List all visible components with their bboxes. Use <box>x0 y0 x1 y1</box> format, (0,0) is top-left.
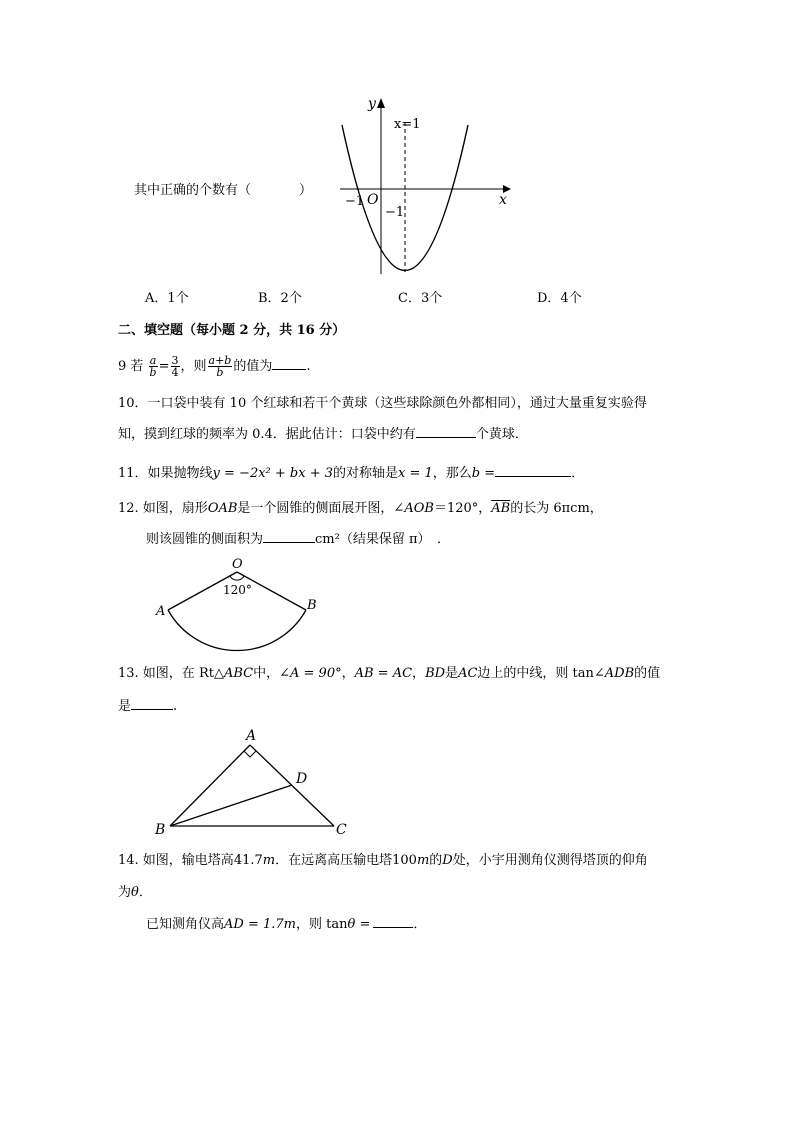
q14-theta: θ <box>131 885 139 900</box>
sector-label-a: A <box>156 604 166 619</box>
q10-line1: 10．一口袋中装有 10 个红球和若干个黄球（这些球除颜色外都相同），通过大量重复实验得 <box>118 396 647 411</box>
q10-line2 <box>118 425 528 444</box>
q9-answer-blank[interactable] <box>272 357 306 370</box>
q11-answer-blank[interactable] <box>495 464 571 477</box>
q8-prompt-text: 其中正确的个数有（ <box>134 183 252 198</box>
q13-line2-text: 是 <box>118 699 132 714</box>
q8-option-c: C．3个 <box>398 291 443 306</box>
q11-end: ． <box>571 466 585 481</box>
q9-end: . <box>306 359 311 374</box>
q12-aob: AOB <box>404 501 434 516</box>
question-11 <box>118 464 584 483</box>
triangle-label-d: D <box>296 771 308 787</box>
neg1-x-label: −1 <box>345 194 365 209</box>
q14-unit-1: m <box>262 853 276 868</box>
q8-option-d: D．4个 <box>537 291 582 306</box>
q14-line2 <box>118 884 152 902</box>
q12-arc-ab: $\overline{AB}$ <box>491 501 511 516</box>
q10-answer-blank[interactable] <box>416 425 476 438</box>
q9-frac-apb <box>208 355 233 378</box>
triangle-label-b: B <box>155 822 166 838</box>
section-title: 二、填空题（每小题 2 分，共 16 分） <box>118 323 346 338</box>
q8-option-a: A．1个 <box>145 291 189 306</box>
triangle-median-bd <box>170 785 292 826</box>
q12-line1 <box>118 500 603 518</box>
q9-mid: ，则 <box>180 359 207 374</box>
q14-line1d: 处，小宇用测角仪测得塔顶的仰角 <box>452 853 648 868</box>
triangle-label-a: A <box>246 728 257 744</box>
q10-line2b: 个黄球． <box>475 427 528 442</box>
q12-line2b: cm²（结果保留 π） ． <box>315 532 451 547</box>
q13-abc: ABC <box>223 666 254 681</box>
q13-ac: AC <box>458 666 478 681</box>
q13-angle: A = 90° <box>290 666 342 681</box>
q11-b: 的对称轴是 <box>333 466 399 481</box>
q9-tail: 的值为 <box>233 359 273 374</box>
q11-expr: y = −2x² + bx + 3 <box>212 466 333 481</box>
q8-prompt <box>134 182 312 200</box>
q14-ad: AD = 1.7m <box>224 917 296 932</box>
q11-c: ，那么 <box>432 466 472 481</box>
q13-adb: ADB <box>604 666 635 681</box>
parabola-graph <box>320 92 540 282</box>
q9-frac-ab <box>149 355 158 378</box>
q13-b: 中，∠ <box>253 666 290 681</box>
y-axis-label: y <box>368 96 376 112</box>
question-9 <box>118 350 311 384</box>
q9-a: a <box>149 354 157 367</box>
q9-num: 9 若 <box>118 359 144 374</box>
q13-line1 <box>118 665 660 683</box>
q14-end: ． <box>413 917 427 932</box>
q12-line1b: 是一个圆锥的侧面展开图，∠ <box>237 501 405 516</box>
q14-line3 <box>146 915 426 934</box>
q14-distance: 100 <box>392 853 417 868</box>
q8-option-b: B．2个 <box>258 291 302 306</box>
sector-arc <box>168 610 306 651</box>
q14-line1b: ．在远离高压输电塔 <box>275 853 393 868</box>
triangle-figure <box>150 725 350 840</box>
symmetry-axis-label: x=1 <box>394 117 421 132</box>
q14-theta-2: θ <box>347 917 356 932</box>
origin-label: O <box>367 192 379 208</box>
q13-d: ， <box>412 666 426 681</box>
q12-answer-blank[interactable] <box>263 530 315 543</box>
q11-cond: x = 1 <box>398 466 433 481</box>
neg1-y-label: −1 <box>385 205 405 220</box>
q14-unit-2: m <box>416 853 430 868</box>
y-axis-arrow <box>377 98 385 108</box>
q11-a: 11．如果抛物线 <box>118 466 213 481</box>
q9-n3: 3 <box>171 354 179 367</box>
q13-e: 是 <box>445 666 459 681</box>
q13-a: 13. 如图，在 Rt△ <box>118 666 224 681</box>
sector-figure <box>150 555 320 655</box>
q8-prompt-close: ） <box>299 183 313 198</box>
sector-angle-label: 120° <box>223 583 252 597</box>
q9-frac-34 <box>171 355 180 378</box>
q13-eq: AB = AC <box>354 666 413 681</box>
triangle-label-c: C <box>336 822 347 838</box>
q14-line3a: 已知测角仪高 <box>146 917 225 932</box>
q10-line2a: 知，摸到红球的频率为 0.4．据此估计：口袋中约有 <box>118 427 416 442</box>
q9-d4: 4 <box>171 366 179 379</box>
q14-line3c: = <box>355 917 371 932</box>
q9-eq: = <box>158 359 170 374</box>
q13-g: 的值 <box>634 666 661 681</box>
triangle-side-ab <box>170 745 250 826</box>
q13-answer-blank[interactable] <box>131 697 173 710</box>
q12-oab: OAB <box>207 501 238 516</box>
q12-line2a: 则该圆锥的侧面积为 <box>146 532 264 547</box>
x-axis-label: x <box>499 192 507 208</box>
q14-line1c: 的 <box>429 853 443 868</box>
q14-line3b: ，则 tan <box>296 917 348 932</box>
q13-c: ， <box>341 666 355 681</box>
q14-line1 <box>118 852 648 870</box>
q13-bd: BD <box>425 666 446 681</box>
q14-height: 41.7 <box>233 853 263 868</box>
q9-b: b <box>149 366 157 379</box>
q12-line1c: ＝120°， <box>433 501 492 516</box>
q13-line2 <box>118 697 177 716</box>
q14-line2b: ． <box>138 885 152 900</box>
q14-answer-blank[interactable] <box>373 915 413 928</box>
q9-bden: b <box>216 366 224 379</box>
q13-f: 边上的中线，则 tan∠ <box>477 666 605 681</box>
sector-label-o: O <box>232 557 243 572</box>
q14-line2a: 为 <box>118 885 132 900</box>
q12-line1d: 的长为 6πcm， <box>510 501 603 516</box>
right-angle-mark <box>244 751 256 757</box>
q14-point-d: D <box>442 853 453 868</box>
q11-var: b = <box>471 466 496 481</box>
sector-angle-mark <box>230 576 244 580</box>
q12-line2 <box>146 530 450 549</box>
q13-end: . <box>173 699 178 714</box>
q9-apb: a+b <box>208 354 232 367</box>
q14-line1a: 14. 如图，输电塔高 <box>118 853 234 868</box>
sector-label-b: B <box>307 598 317 613</box>
q12-line1a: 12. 如图，扇形 <box>118 501 208 516</box>
